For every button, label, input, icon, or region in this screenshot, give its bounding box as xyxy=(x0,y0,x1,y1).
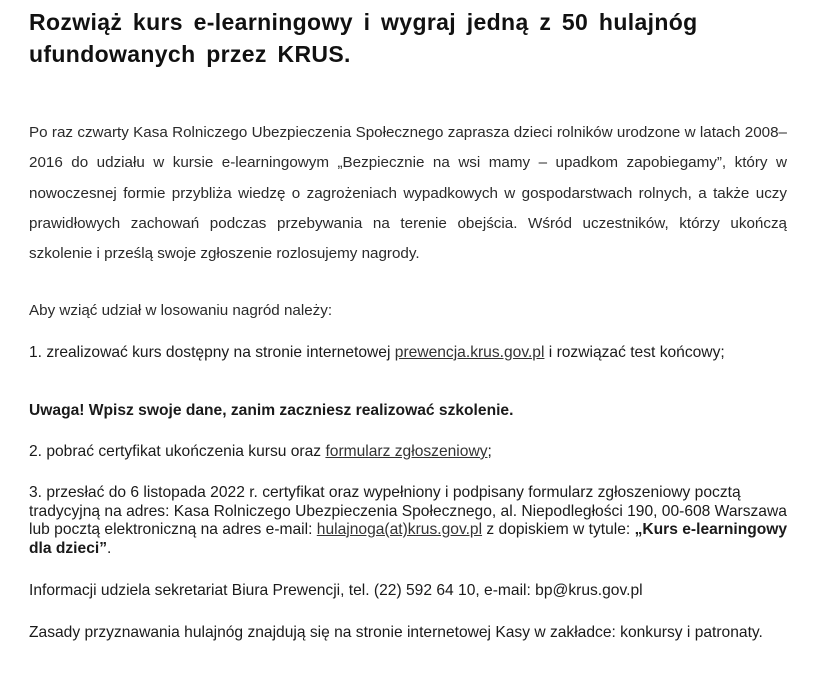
page-title: Rozwiąż kurs e-learningowy i wygraj jedną z 50 hulajnóg ufundowanych przez KRUS. xyxy=(29,9,698,67)
step-2 xyxy=(29,443,809,462)
prewencja-link[interactable]: prewencja.krus.gov.pl xyxy=(394,344,545,361)
step-3-text: 3. przesłać do 6 listopada 2022 r. certyfikat oraz wypełniony i podpisany formularz zgłoszeniowy pocztą tradycyjną na adres: Kasa Rolniczego Ubezpieczenia Społecznego, al. Niepodległości 190, 00-608 Warszawa lub pocztą elektroniczną na adres e-mail: xyxy=(29,484,787,538)
step-2-text: 2. pobrać certyfikat ukończenia kursu oraz xyxy=(29,443,326,460)
rules-info: Zasady przyznawania hulajnóg znajdują się na stronie internetowej Kasy w zakładce: konkursy i patronaty. xyxy=(29,624,763,641)
step-3 xyxy=(29,484,809,558)
email-link[interactable]: hulajnoga(at)krus.gov.pl xyxy=(316,521,483,538)
instructions-heading: Aby wziąć udział w losowaniu nagród należy: xyxy=(29,302,333,319)
email-subject: „Kurs e-learningowy dla dzieci” xyxy=(29,521,788,557)
step-2-text-end: ; xyxy=(487,443,492,460)
warning-text: Uwaga! Wpisz swoje dane, zanim zaczniesz realizować szkolenie. xyxy=(29,402,514,419)
step-1-text-end: i rozwiązać test końcowy; xyxy=(544,344,725,361)
step-1-text: 1. zrealizować kurs dostępny na stronie internetowej xyxy=(29,344,395,361)
contact-info: Informacji udziela sekretariat Biura Prewencji, tel. (22) 592 64 10, e-mail: bp@krus.gov.pl xyxy=(29,582,643,599)
step-1 xyxy=(29,344,809,363)
step-3-text-end: . xyxy=(107,539,112,557)
application-form-link[interactable]: formularz zgłoszeniowy xyxy=(325,443,488,460)
intro-paragraph: Po raz czwarty Kasa Rolniczego Ubezpieczenia Społecznego zaprasza dzieci rolników urodzone w latach 2008–2016 do udziału w kursie e-learningowym „Bezpiecznie na wsi mamy – upadkom zapobiegamy”, który w nowoczesnej formie przybliża wiedzę o zagrożeniach wypadkowych w gospodarstwach rolnych, a także uczy prawidłowych zachowań podczas przebywania na terenie obejścia. Wśród uczestników, którzy ukończą szkolenie i prześlą swoje zgłoszenie rozlosujemy nagrody. xyxy=(29,124,787,263)
step-3-text-middle: z dopiskiem w tytule: xyxy=(482,521,635,538)
